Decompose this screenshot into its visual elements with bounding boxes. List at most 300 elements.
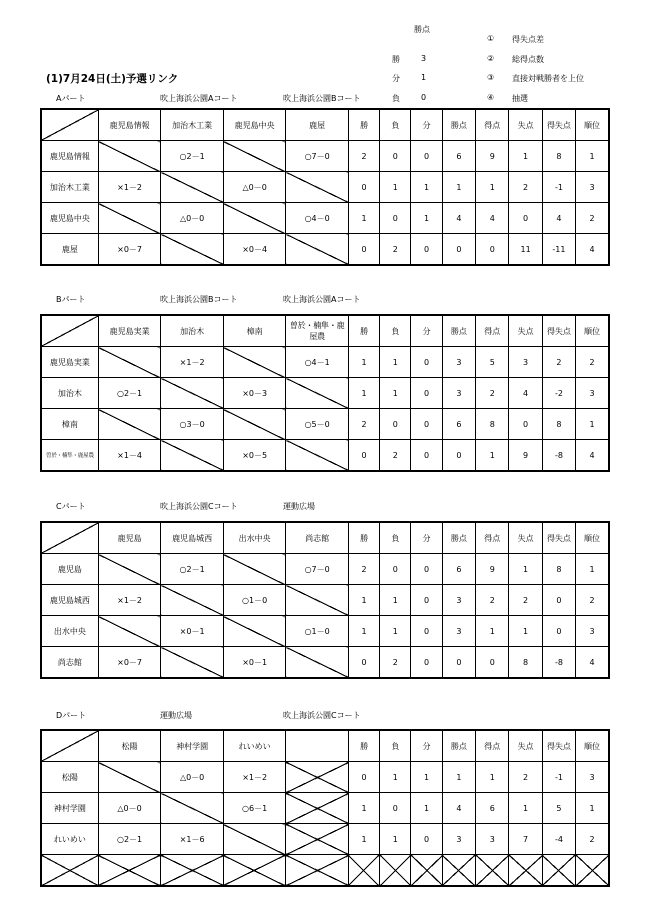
stat-cell: 0 — [380, 141, 411, 172]
stat-cell: 1 — [380, 347, 411, 378]
stat-cell: 0 — [476, 234, 509, 266]
match-result: ○2－1 — [98, 824, 161, 855]
stat-cell: 1 — [476, 616, 509, 647]
stat-header: 得点 — [476, 315, 509, 347]
stat-cell: 0 — [411, 347, 442, 378]
table-row — [41, 440, 609, 472]
stat-header: 順位 — [576, 730, 609, 762]
stat-cell: 5 — [542, 793, 575, 824]
stat-header: 失点 — [509, 730, 542, 762]
table-row — [41, 824, 609, 855]
stat-header: 勝点 — [442, 730, 475, 762]
match-result: ○2－1 — [161, 141, 224, 172]
block-venue: 運動広場 — [160, 711, 192, 720]
stat-cell: 1 — [348, 793, 379, 824]
stat-header: 得失点 — [542, 522, 575, 554]
void-cell — [286, 762, 349, 793]
blank-cell — [98, 409, 161, 440]
stat-cell: 1 — [576, 409, 609, 440]
self-match-cell — [161, 172, 224, 203]
team-header: 鹿児島中央 — [223, 109, 286, 141]
stat-cell: 4 — [509, 378, 542, 409]
team-header: 曽於・楠隼・鹿屋農 — [286, 315, 349, 347]
match-result: ×0－7 — [98, 234, 161, 266]
match-result: ×0－1 — [161, 616, 224, 647]
stat-cell: 3 — [576, 378, 609, 409]
stat-cell: 8 — [542, 409, 575, 440]
stat-cell: 3 — [576, 172, 609, 203]
table-row — [41, 585, 609, 616]
row-team: 鹿児島情報 — [41, 141, 98, 172]
void-cell — [286, 855, 349, 887]
stat-header: 負 — [380, 315, 411, 347]
match-result: ○6－1 — [223, 793, 286, 824]
table-row — [41, 172, 609, 203]
stat-cell: 0 — [348, 762, 379, 793]
match-result: ○1－0 — [286, 616, 349, 647]
team-header — [286, 730, 349, 762]
self-match-cell — [98, 762, 161, 793]
stat-cell: 2 — [576, 585, 609, 616]
self-match-cell — [161, 378, 224, 409]
table-row — [41, 762, 609, 793]
stat-cell: 1 — [348, 616, 379, 647]
stat-cell: 2 — [509, 585, 542, 616]
team-header: 出水中央 — [223, 522, 286, 554]
stat-cell: 0 — [542, 616, 575, 647]
blank-cell — [98, 203, 161, 234]
blank-cell — [223, 141, 286, 172]
stat-cell: 0 — [348, 172, 379, 203]
stat-cell: 1 — [509, 616, 542, 647]
block-venue: 吹上海浜公園Aコート — [160, 94, 238, 103]
stat-cell: -8 — [542, 440, 575, 472]
stat-cell: 0 — [348, 647, 379, 679]
stat-cell: 3 — [442, 824, 475, 855]
stat-cell: 2 — [476, 378, 509, 409]
stat-cell: 0 — [411, 378, 442, 409]
stat-cell: 1 — [576, 141, 609, 172]
stat-cell: 0 — [476, 647, 509, 679]
stat-header: 勝点 — [442, 315, 475, 347]
stat-cell: 2 — [348, 141, 379, 172]
stat-cell: 1 — [411, 793, 442, 824]
stat-cell: 1 — [411, 762, 442, 793]
stat-cell: 2 — [380, 647, 411, 679]
row-team: 鹿児島中央 — [41, 203, 98, 234]
stat-cell: 0 — [380, 409, 411, 440]
tiebreaker-num: ② — [487, 54, 495, 63]
match-result: ×1－2 — [223, 762, 286, 793]
stat-cell: 1 — [348, 378, 379, 409]
corner-cell — [41, 315, 98, 347]
row-team: 曽於・楠隼・鹿屋農 — [41, 440, 98, 472]
stat-header: 勝 — [348, 522, 379, 554]
points-title: 勝点 — [414, 25, 430, 34]
self-match-cell — [161, 585, 224, 616]
stat-header: 勝点 — [442, 109, 475, 141]
row-team: 加治木工業 — [41, 172, 98, 203]
stat-cell: 4 — [576, 440, 609, 472]
stat-cell: -2 — [542, 378, 575, 409]
stat-cell: 1 — [348, 585, 379, 616]
blank-cell — [223, 554, 286, 585]
tiebreaker-num: ① — [487, 34, 495, 43]
match-result: ○4－0 — [286, 203, 349, 234]
row-team: 鹿屋 — [41, 234, 98, 266]
match-result: ○2－1 — [161, 554, 224, 585]
team-header: 神村学園 — [161, 730, 224, 762]
stat-header: 分 — [411, 315, 442, 347]
stat-cell: -4 — [542, 824, 575, 855]
row-team: 出水中央 — [41, 616, 98, 647]
match-result: △0－0 — [223, 172, 286, 203]
row-team: れいめい — [41, 824, 98, 855]
stat-cell: 0 — [442, 647, 475, 679]
team-header: 鹿児島城西 — [161, 522, 224, 554]
tiebreaker-num: ④ — [487, 93, 495, 102]
stat-cell: 0 — [380, 203, 411, 234]
team-header: 樟南 — [223, 315, 286, 347]
team-header: 加治木工業 — [161, 109, 224, 141]
stat-cell: 0 — [509, 203, 542, 234]
void-cell — [576, 855, 609, 887]
stat-cell: 2 — [576, 824, 609, 855]
team-header: 鹿児島実業 — [98, 315, 161, 347]
blank-cell — [98, 616, 161, 647]
stat-cell: 1 — [442, 762, 475, 793]
stat-cell: 8 — [476, 409, 509, 440]
points-value-draw: 1 — [421, 73, 427, 82]
self-match-cell — [223, 616, 286, 647]
stat-cell: 2 — [576, 347, 609, 378]
stat-header: 失点 — [509, 315, 542, 347]
match-result: △0－0 — [98, 793, 161, 824]
stat-cell: 2 — [348, 554, 379, 585]
tiebreaker-text: 得失点差 — [512, 35, 544, 44]
void-cell — [286, 824, 349, 855]
stat-cell: 1 — [509, 793, 542, 824]
stat-header: 負 — [380, 109, 411, 141]
league-table-d — [40, 729, 610, 887]
tiebreaker-text: 総得点数 — [512, 55, 544, 64]
match-result: ○7－0 — [286, 554, 349, 585]
stat-cell: 1 — [380, 585, 411, 616]
stat-header: 分 — [411, 730, 442, 762]
stat-cell: 4 — [576, 234, 609, 266]
stat-cell: 4 — [442, 203, 475, 234]
stat-header: 勝 — [348, 109, 379, 141]
stat-cell: -11 — [542, 234, 575, 266]
stat-header: 得失点 — [542, 109, 575, 141]
stat-cell: 1 — [380, 378, 411, 409]
table-row — [41, 793, 609, 824]
block-venue: 吹上海浜公園Aコート — [283, 295, 361, 304]
stat-header: 負 — [380, 730, 411, 762]
self-match-cell — [286, 647, 349, 679]
stat-cell: 3 — [576, 762, 609, 793]
stat-cell: 0 — [411, 440, 442, 472]
match-result: ×0－1 — [223, 647, 286, 679]
stat-cell: 3 — [476, 824, 509, 855]
match-result: ×1－2 — [98, 585, 161, 616]
stat-cell: 8 — [509, 647, 542, 679]
stat-cell: 0 — [411, 141, 442, 172]
stat-header: 分 — [411, 522, 442, 554]
stat-cell: 1 — [411, 203, 442, 234]
stat-header: 失点 — [509, 522, 542, 554]
stat-cell: 0 — [380, 554, 411, 585]
stat-cell: 1 — [476, 762, 509, 793]
match-result: ○7－0 — [286, 141, 349, 172]
self-match-cell — [98, 554, 161, 585]
stat-cell: 0 — [442, 440, 475, 472]
stat-cell: 0 — [348, 440, 379, 472]
stat-cell: 1 — [476, 172, 509, 203]
table-row-void — [41, 855, 609, 887]
stat-header: 失点 — [509, 109, 542, 141]
block-name: Dパート — [56, 711, 87, 720]
blank-cell — [286, 378, 349, 409]
stat-cell: 2 — [348, 409, 379, 440]
stat-cell: 1 — [380, 824, 411, 855]
stat-cell: 1 — [509, 141, 542, 172]
self-match-cell — [286, 234, 349, 266]
stat-cell: 9 — [476, 141, 509, 172]
league-table-a — [40, 108, 610, 266]
stat-cell: 1 — [411, 172, 442, 203]
block-venue: 吹上海浜公園Bコート — [283, 94, 361, 103]
team-header: 尚志館 — [286, 522, 349, 554]
stat-cell: 0 — [411, 234, 442, 266]
void-cell — [509, 855, 542, 887]
stat-cell: 2 — [576, 203, 609, 234]
stat-cell: 9 — [476, 554, 509, 585]
void-cell — [542, 855, 575, 887]
stat-cell: 0 — [442, 234, 475, 266]
stat-cell: 1 — [576, 554, 609, 585]
block-venue: 吹上海浜公園Cコート — [160, 502, 238, 511]
match-result: ○5－0 — [286, 409, 349, 440]
points-label-draw: 分 — [392, 74, 400, 83]
match-result: △0－0 — [161, 762, 224, 793]
stat-cell: -8 — [542, 647, 575, 679]
stat-cell: 0 — [411, 585, 442, 616]
stat-header: 得点 — [476, 522, 509, 554]
block-venue: 吹上海浜公園Cコート — [283, 711, 361, 720]
stat-cell: 1 — [509, 554, 542, 585]
points-label-loss: 負 — [392, 94, 400, 103]
stat-header: 順位 — [576, 315, 609, 347]
stat-cell: 4 — [576, 647, 609, 679]
stat-cell: 4 — [442, 793, 475, 824]
stat-cell: 8 — [542, 554, 575, 585]
void-cell — [476, 855, 509, 887]
table-row — [41, 554, 609, 585]
stat-cell: 1 — [442, 172, 475, 203]
table-row — [41, 234, 609, 266]
team-header: 松陽 — [98, 730, 161, 762]
stat-cell: 1 — [476, 440, 509, 472]
stat-cell: -1 — [542, 172, 575, 203]
stat-cell: 0 — [509, 409, 542, 440]
self-match-cell — [223, 409, 286, 440]
stat-cell: 0 — [542, 585, 575, 616]
block-name: Aパート — [56, 94, 86, 103]
stat-header: 負 — [380, 522, 411, 554]
stat-header: 勝 — [348, 730, 379, 762]
table-row — [41, 347, 609, 378]
stat-header: 得点 — [476, 730, 509, 762]
points-value-loss: 0 — [421, 93, 427, 102]
points-value-win: 3 — [421, 54, 427, 63]
stat-cell: 3 — [442, 347, 475, 378]
match-result: ×1－2 — [98, 172, 161, 203]
block-venue: 運動広場 — [283, 502, 315, 511]
stat-cell: 6 — [476, 793, 509, 824]
corner-cell — [41, 522, 98, 554]
block-venue: 吹上海浜公園Bコート — [160, 295, 238, 304]
match-result: ○3－0 — [161, 409, 224, 440]
stat-cell: 2 — [509, 762, 542, 793]
table-row — [41, 616, 609, 647]
self-match-cell — [98, 347, 161, 378]
stat-cell: 1 — [576, 793, 609, 824]
match-result: ○4－1 — [286, 347, 349, 378]
void-cell — [161, 855, 224, 887]
row-team: 神村学園 — [41, 793, 98, 824]
blank-cell — [161, 234, 224, 266]
block-name: Bパート — [56, 295, 86, 304]
stat-header: 順位 — [576, 522, 609, 554]
stat-cell: 0 — [411, 824, 442, 855]
stat-cell: 3 — [576, 616, 609, 647]
stat-cell: 2 — [380, 440, 411, 472]
void-cell — [380, 855, 411, 887]
stat-header: 得失点 — [542, 315, 575, 347]
stat-cell: 8 — [542, 141, 575, 172]
stat-cell: 2 — [380, 234, 411, 266]
stat-cell: 1 — [348, 347, 379, 378]
stat-cell: 3 — [442, 378, 475, 409]
stat-cell: 11 — [509, 234, 542, 266]
table-row — [41, 647, 609, 679]
blank-cell — [286, 585, 349, 616]
row-team: 加治木 — [41, 378, 98, 409]
blank-cell — [286, 172, 349, 203]
match-result: ×0－4 — [223, 234, 286, 266]
league-table-c — [40, 521, 610, 679]
self-match-cell — [161, 793, 224, 824]
stat-cell: -1 — [542, 762, 575, 793]
row-team: 松陽 — [41, 762, 98, 793]
void-cell — [411, 855, 442, 887]
void-cell — [348, 855, 379, 887]
corner-cell — [41, 109, 98, 141]
stat-header: 勝 — [348, 315, 379, 347]
stat-cell: 0 — [380, 793, 411, 824]
points-label-win: 勝 — [392, 55, 400, 64]
team-header: 鹿児島 — [98, 522, 161, 554]
stat-cell: 0 — [411, 616, 442, 647]
void-cell — [41, 855, 98, 887]
match-result: ○2－1 — [98, 378, 161, 409]
stat-cell: 1 — [380, 172, 411, 203]
stat-cell: 0 — [348, 234, 379, 266]
team-header: 加治木 — [161, 315, 224, 347]
stat-header: 分 — [411, 109, 442, 141]
stat-cell: 4 — [476, 203, 509, 234]
stat-cell: 2 — [509, 172, 542, 203]
stat-cell: 7 — [509, 824, 542, 855]
stat-cell: 6 — [442, 409, 475, 440]
stat-cell: 1 — [348, 824, 379, 855]
stat-cell: 9 — [509, 440, 542, 472]
stat-header: 勝点 — [442, 522, 475, 554]
void-cell — [223, 855, 286, 887]
stat-cell: 3 — [442, 616, 475, 647]
table-row — [41, 378, 609, 409]
tiebreaker-text: 抽選 — [512, 94, 528, 103]
self-match-cell — [98, 141, 161, 172]
table-row — [41, 203, 609, 234]
block-name: Cパート — [56, 502, 86, 511]
stat-cell: 4 — [542, 203, 575, 234]
stat-cell: 2 — [542, 347, 575, 378]
stat-cell: 3 — [509, 347, 542, 378]
self-match-cell — [286, 440, 349, 472]
match-result: ×0－3 — [223, 378, 286, 409]
blank-cell — [161, 440, 224, 472]
stat-cell: 1 — [348, 203, 379, 234]
match-result: ×1－6 — [161, 824, 224, 855]
stat-cell: 1 — [380, 762, 411, 793]
row-team: 鹿児島城西 — [41, 585, 98, 616]
team-header: れいめい — [223, 730, 286, 762]
match-result: ×0－5 — [223, 440, 286, 472]
stat-cell: 0 — [411, 554, 442, 585]
self-match-cell — [223, 203, 286, 234]
stat-cell: 5 — [476, 347, 509, 378]
table-row — [41, 409, 609, 440]
stat-header: 順位 — [576, 109, 609, 141]
row-team: 鹿児島実業 — [41, 347, 98, 378]
tiebreaker-text: 直接対戦勝者を上位 — [512, 74, 584, 83]
team-header: 鹿児島情報 — [98, 109, 161, 141]
void-cell — [98, 855, 161, 887]
stat-cell: 0 — [411, 647, 442, 679]
blank-cell — [161, 647, 224, 679]
stat-cell: 3 — [442, 585, 475, 616]
self-match-cell — [223, 824, 286, 855]
match-result: ×0－7 — [98, 647, 161, 679]
team-header: 鹿屋 — [286, 109, 349, 141]
row-team: 尚志館 — [41, 647, 98, 679]
tiebreaker-num: ③ — [487, 73, 495, 82]
stat-header: 得点 — [476, 109, 509, 141]
page-title: (1)7月24日(土)予選リンク — [46, 73, 179, 85]
void-cell — [286, 793, 349, 824]
stat-cell: 6 — [442, 141, 475, 172]
match-result: △0－0 — [161, 203, 224, 234]
stat-cell: 0 — [411, 409, 442, 440]
stat-cell: 6 — [442, 554, 475, 585]
stat-header: 得失点 — [542, 730, 575, 762]
stat-cell: 1 — [380, 616, 411, 647]
league-table-b — [40, 314, 610, 472]
table-row — [41, 141, 609, 172]
match-result: ×1－2 — [161, 347, 224, 378]
